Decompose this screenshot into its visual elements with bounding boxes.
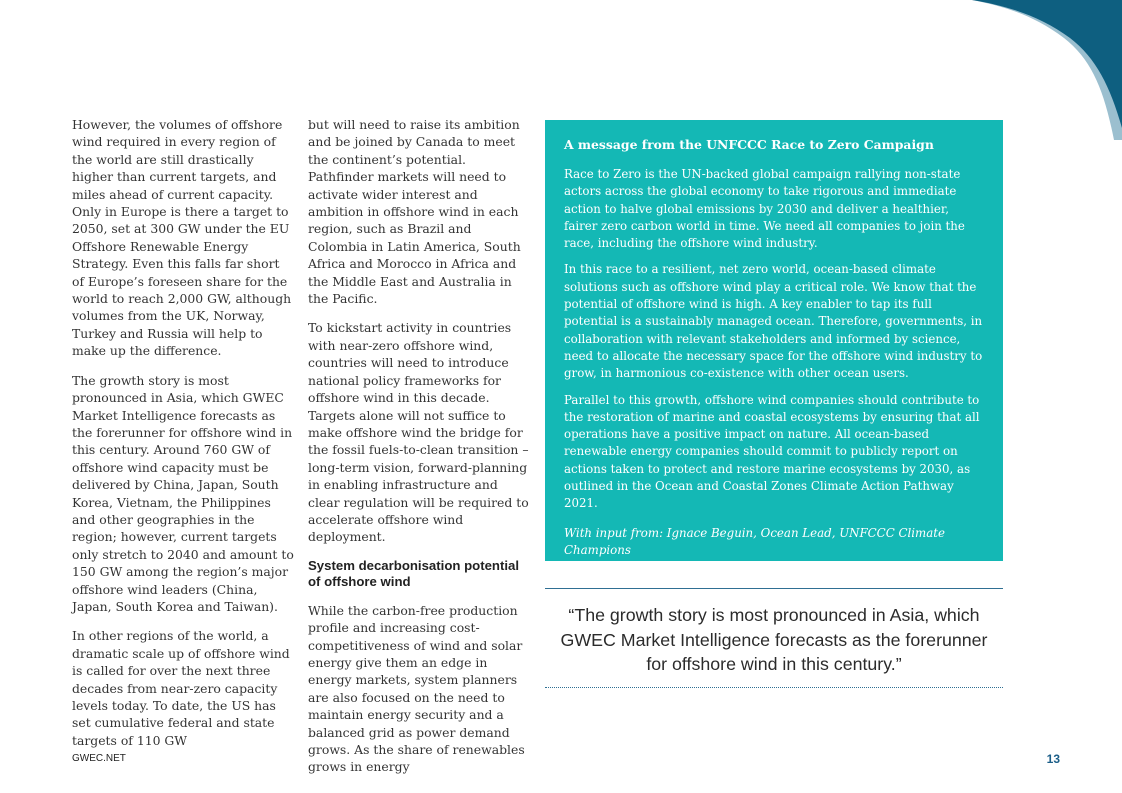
column1-paragraph-3: In other regions of the world, a dramatic scale up of offshore wind is called for over the next three decades from near-zero capacity levels today. To date, the US has set cumulative federal and state targets of 110 GW [72,628,290,748]
pull-quote-box [545,588,1003,688]
column1-paragraph-2: The growth story is most pronounced in Asia, which GWEC Market Intelligence forecasts as the forerunner for offshore wind in this century. Around 760 GW of offshore wind capacity must be delivered by China, Japan, South Korea, Vietnam, the Philippines and other geographies in the region; however, current targets only stretch to 2040 and amount to 150 GW among the region’s major offshore wind leaders (China, Japan, South Korea and Taiwan). [72,372,294,614]
text-column-1 [72,116,294,761]
callout-title: A message from the UNFCCC Race to Zero Campaign [564,137,934,152]
corner-decoration [972,0,1122,140]
section-subheading: System decarbonisation potential of offshore wind [308,557,520,589]
callout-paragraph-1: Race to Zero is the UN-backed global campaign rallying non-state actors across the global economy to take rigorous and immediate action to halve global emissions by 2030 and deliver a healthier, fairer zero carbon world in time. We need all companies to join the race, including the offshore wind industry. [564,167,965,251]
callout-credit: With input from: Ignace Beguin, Ocean Lead, UNFCCC Climate Champions [564,525,945,557]
footer-website: GWEC.NET [72,753,126,764]
page-number: 13 [1046,752,1060,766]
column2-paragraph-1: but will need to raise its ambition and be joined by Canada to meet the continent’s potential. Pathfinder markets will need to activate wider interest and ambition in offshore wind in each region, such as Brazil and Colombia in Latin America, South Africa and Morocco in Africa and the Middle East and Australia in the Pacific. [308,117,521,307]
text-column-2 [308,116,530,788]
column1-paragraph-1: However, the volumes of offshore wind required in every region of the world are still drastically higher than current targets, and miles ahead of current capacity. Only in Europe is there a target to 2050, set at 300 GW under the EU Offshore Renewable Energy Strategy. Even this falls far short of Europe’s foreseen share for the world to reach 2,000 GW, although volumes from the UK, Norway, Turkey and Russia will help to make up the difference. [72,117,292,359]
column2-paragraph-2: To kickstart activity in countries with near-zero offshore wind, countries will need to introduce national policy frameworks for offshore wind in this decade. Targets alone will not suffice to make offshore wind the bridge for the fossil fuels-to-clean transition – long-term vision, forward-planning in enabling infrastructure and clear regulation will be required to accelerate offshore wind deployment. [308,320,529,545]
callout-paragraph-3: Parallel to this growth, offshore wind companies should contribute to the restoration of marine and coastal ecosystems by ensuring that all operations have a positive impact on nature. All ocean-based renewable energy companies should commit to publicly report on actions taken to protect and restore marine ecosystems by 2030, as outlined in the Ocean and Coastal Zones Climate Action Pathway 2021. [564,392,980,511]
pull-quote: “The growth story is most pronounced in Asia, which GWEC Market Intelligence forecasts as the forerunner for offshore wind in this century.” [560,605,988,674]
race-to-zero-callout-box [545,120,1003,561]
callout-paragraph-2: In this race to a resilient, net zero world, ocean-based climate solutions such as offshore wind play a critical role. We know that the potential of offshore wind is high. A key enabler to tap its full potential is a sustainably managed ocean. Therefore, governments, in collaboration with relevant stakeholders and informed by science, need to allocate the necessary space for the offshore wind industry to grow, in harmonious co-existence with other ocean users. [564,262,983,381]
column2-paragraph-3: While the carbon-free production profile and increasing cost-competitiveness of wind and solar energy give them an edge in energy markets, system planners are also focused on the need to maintain energy security and a balanced grid as power demand grows. As the share of renewables grows in energy [308,602,525,775]
